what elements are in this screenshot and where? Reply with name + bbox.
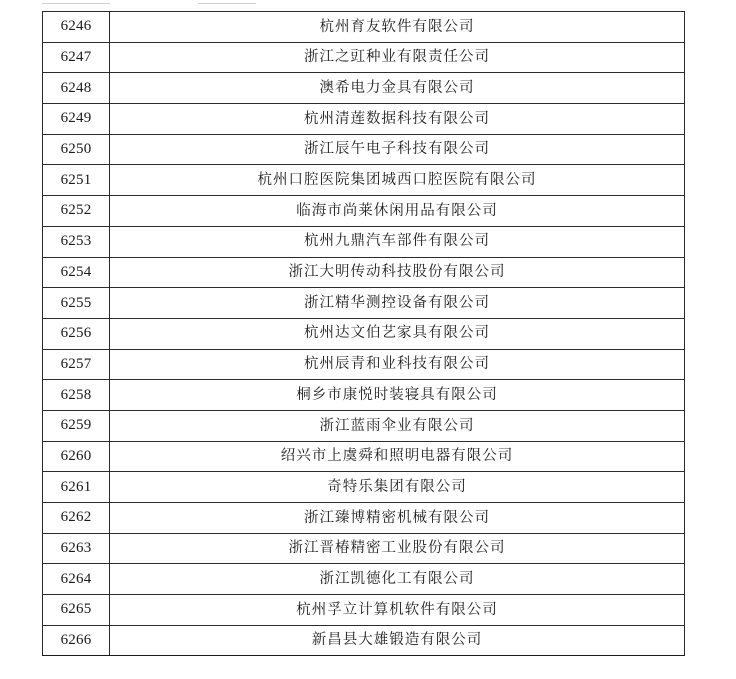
company-name: 绍兴市上虞舜和照明电器有限公司: [110, 441, 685, 472]
company-name: 浙江臻博精密机械有限公司: [110, 503, 685, 534]
table-row: [43, 410, 685, 441]
table-row: [43, 73, 685, 104]
row-number: 6264: [43, 564, 110, 595]
table-row: [43, 257, 685, 288]
row-number: 6263: [43, 533, 110, 564]
table-row: [43, 12, 685, 43]
company-name: 浙江凯德化工有限公司: [110, 564, 685, 595]
company-name: 浙江晋椿精密工业股份有限公司: [110, 533, 685, 564]
company-list-body: [43, 12, 685, 656]
row-number: 6247: [43, 42, 110, 73]
company-name: 奇特乐集团有限公司: [110, 472, 685, 503]
company-name: 浙江之豇种业有限责任公司: [110, 42, 685, 73]
company-name: 浙江精华测控设备有限公司: [110, 288, 685, 319]
row-number: 6259: [43, 410, 110, 441]
row-number: 6252: [43, 196, 110, 227]
table-row: [43, 595, 685, 626]
company-name: 杭州九鼎汽车部件有限公司: [110, 226, 685, 257]
table-row: [43, 441, 685, 472]
row-number: 6251: [43, 165, 110, 196]
row-number: 6257: [43, 349, 110, 380]
row-number: 6256: [43, 318, 110, 349]
company-name: 杭州育友软件有限公司: [110, 12, 685, 43]
row-number: 6250: [43, 134, 110, 165]
row-number: 6246: [43, 12, 110, 43]
table-row: [43, 533, 685, 564]
table-row: [43, 472, 685, 503]
table-row: [43, 318, 685, 349]
row-number: 6260: [43, 441, 110, 472]
table-row: [43, 134, 685, 165]
row-number: 6261: [43, 472, 110, 503]
row-number: 6248: [43, 73, 110, 104]
previous-page-table-edge: [0, 0, 736, 6]
row-number: 6265: [43, 595, 110, 626]
table-row: [43, 288, 685, 319]
company-list-table: [42, 11, 685, 656]
row-number: 6258: [43, 380, 110, 411]
company-name: 桐乡市康悦时装寝具有限公司: [110, 380, 685, 411]
table-row: [43, 196, 685, 227]
row-number: 6254: [43, 257, 110, 288]
company-name: 杭州孚立计算机软件有限公司: [110, 595, 685, 626]
table-row: [43, 564, 685, 595]
previous-row-name-cell-edge: [198, 0, 256, 4]
table-row: [43, 226, 685, 257]
company-name: 杭州辰青和业科技有限公司: [110, 349, 685, 380]
row-number: 6249: [43, 104, 110, 135]
table-row: [43, 503, 685, 534]
row-number: 6255: [43, 288, 110, 319]
table-row: [43, 625, 685, 656]
table-row: [43, 42, 685, 73]
previous-row-number-cell-edge: [42, 0, 110, 4]
company-name: 澳希电力金具有限公司: [110, 73, 685, 104]
company-name: 杭州清莲数据科技有限公司: [110, 104, 685, 135]
company-name: 杭州达文伯艺家具有限公司: [110, 318, 685, 349]
company-name: 浙江辰午电子科技有限公司: [110, 134, 685, 165]
company-name: 临海市尚莱休闲用品有限公司: [110, 196, 685, 227]
table-row: [43, 104, 685, 135]
company-name: 浙江蓝雨伞业有限公司: [110, 410, 685, 441]
table-row: [43, 165, 685, 196]
row-number: 6262: [43, 503, 110, 534]
company-name: 杭州口腔医院集团城西口腔医院有限公司: [110, 165, 685, 196]
table-row: [43, 349, 685, 380]
company-name: 新昌县大雄锻造有限公司: [110, 625, 685, 656]
table-row: [43, 380, 685, 411]
row-number: 6253: [43, 226, 110, 257]
row-number: 6266: [43, 625, 110, 656]
company-name: 浙江大明传动科技股份有限公司: [110, 257, 685, 288]
